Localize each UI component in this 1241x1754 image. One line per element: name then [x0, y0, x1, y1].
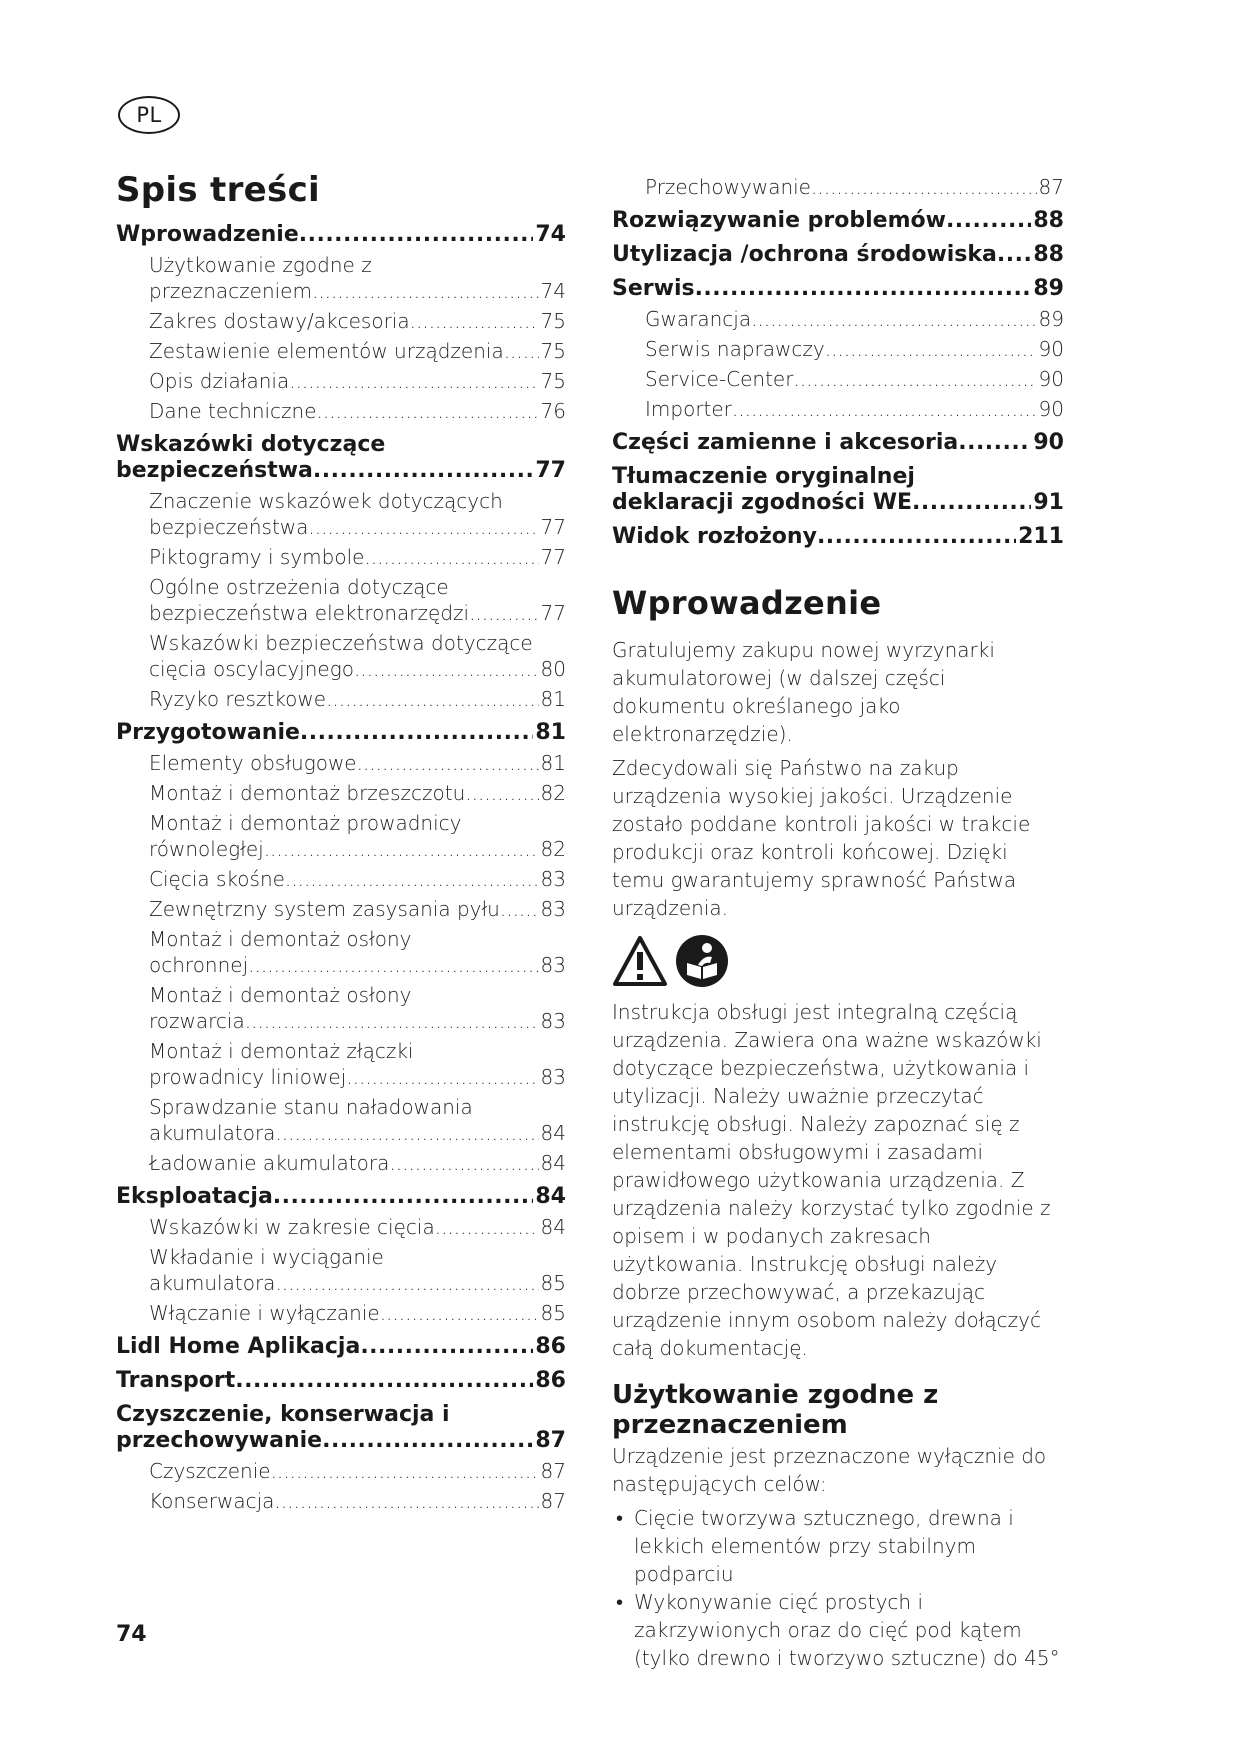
- toc-entry-text: Zakres dostawy/akcesoria: [149, 309, 410, 333]
- toc-chapter-entry: [116, 432, 566, 484]
- toc-dot-leader: [357, 750, 539, 776]
- toc-dot-leader: [312, 278, 539, 304]
- toc-line: [149, 1488, 566, 1514]
- toc-line: [612, 242, 1064, 268]
- toc-entry-text: Wprowadzenie: [116, 222, 299, 247]
- toc-line: [612, 430, 1064, 456]
- toc-entry-text: przechowywanie: [116, 1428, 323, 1453]
- toc-entry-text: ochronnej: [149, 953, 249, 977]
- language-badge: [118, 96, 180, 134]
- toc-entry-text: Serwis: [612, 276, 695, 301]
- toc-entry-text: Wskazówki w zakresie cięcia: [149, 1215, 435, 1239]
- toc-page-number: 90: [1033, 430, 1064, 455]
- toc-page-number: 84: [540, 1215, 566, 1239]
- toc-line: [149, 1300, 566, 1326]
- intro-heading: Wprowadzenie: [612, 584, 882, 622]
- toc-section-entry: [116, 1150, 566, 1176]
- toc-line: [149, 1008, 566, 1034]
- toc-section-entry: [116, 896, 566, 922]
- toc-page-number: 81: [540, 751, 566, 775]
- toc-entry-text: Opis działania: [149, 369, 290, 393]
- read-manual-icon: [674, 933, 730, 989]
- toc-entry-text: bezpieczeństwa elektronarzędzi: [149, 601, 470, 625]
- toc-page-number: 82: [540, 781, 566, 805]
- toc-chapter-entry: [612, 276, 1064, 302]
- toc-page-number: 91: [1033, 490, 1064, 515]
- toc-entry-text: Utylizacja /ochrona środowiska: [612, 242, 997, 267]
- toc-section-entry: [116, 574, 566, 626]
- toc-line: [116, 222, 566, 248]
- toc-line: [116, 1184, 566, 1210]
- toc-line: [149, 1150, 566, 1176]
- toc-section-entry: [612, 366, 1064, 392]
- toc-dot-leader: [326, 686, 538, 712]
- toc-dot-leader: [313, 458, 533, 484]
- toc-line: [149, 1270, 566, 1296]
- toc-dot-leader: [469, 600, 538, 626]
- toc-section-entry: [612, 336, 1064, 362]
- toc-dot-leader: [248, 952, 538, 978]
- toc-dot-leader: [389, 1150, 538, 1176]
- toc-section-entry: [116, 686, 566, 712]
- toc-line: [116, 1334, 566, 1360]
- toc-entry-text: Widok rozłożony: [612, 524, 817, 549]
- toc-line: [149, 686, 566, 712]
- toc-line: [612, 490, 1064, 516]
- safety-icons: [612, 932, 1064, 990]
- toc-line: [116, 1428, 566, 1454]
- toc-section-entry: [116, 982, 566, 1034]
- toc-entry-text: Konserwacja: [149, 1489, 275, 1513]
- toc-dot-leader: [732, 396, 1037, 422]
- toc-dot-leader: [274, 1488, 538, 1514]
- toc-page-number: 85: [540, 1301, 566, 1325]
- toc-line: [149, 1214, 566, 1240]
- toc-dot-leader: [317, 398, 539, 424]
- toc-entry-text: Serwis naprawczy: [645, 337, 825, 361]
- toc-dot-leader: [322, 1428, 533, 1454]
- toc-entry-text: Wskazówki bezpieczeństwa dotyczące: [149, 631, 533, 655]
- toc-entry-text: deklaracji zgodności WE: [612, 490, 912, 515]
- toc-dot-leader: [435, 1214, 539, 1240]
- toc-line: [116, 1368, 566, 1394]
- toc-entry-text: Montaż i demontaż osłony: [149, 927, 412, 951]
- toc-dot-leader: [299, 222, 534, 248]
- toc-line: [149, 1458, 566, 1484]
- toc-section-entry: [116, 1244, 566, 1296]
- toc-section-entry: [116, 1300, 566, 1326]
- toc-entry-text: Wskazówki dotyczące: [116, 432, 386, 457]
- toc-dot-leader: [289, 368, 538, 394]
- toc-page-number: 211: [1018, 524, 1064, 549]
- toc-chapter-entry: [116, 1334, 566, 1360]
- toc-section-entry: [116, 1458, 566, 1484]
- toc-entry-text: Montaż i demontaż osłony: [149, 983, 412, 1007]
- toc-section-entry: [116, 810, 566, 862]
- toc-entry-text: Czyszczenie: [149, 1459, 271, 1483]
- toc-list-right: [612, 174, 1064, 550]
- toc-entry-text: Montaż i demontaż złączki: [149, 1039, 414, 1063]
- toc-line: [149, 1064, 566, 1090]
- toc-page-number: 88: [1033, 242, 1064, 267]
- toc-page-number: 77: [540, 601, 566, 625]
- toc-entry-text: akumulatora: [149, 1271, 276, 1295]
- toc-section-entry: [612, 174, 1064, 200]
- toc-dot-leader: [275, 1270, 538, 1296]
- toc-page-number: 87: [1038, 175, 1064, 199]
- toc-page-number: 74: [540, 279, 566, 303]
- toc-line: [149, 750, 566, 776]
- toc-dot-leader: [793, 366, 1036, 392]
- intended-use-paragraph: Urządzenie jest przeznaczone wyłącznie do następujących celów:: [612, 1444, 1047, 1496]
- toc-entry-text: Zewnętrzny system zasysania pyłu: [149, 897, 500, 921]
- toc-page-number: 85: [540, 1271, 566, 1295]
- toc-dot-leader: [958, 430, 1031, 456]
- toc-dot-leader: [997, 242, 1031, 268]
- toc-entry-text: akumulatora: [149, 1121, 276, 1145]
- intended-use-heading: Użytkowanie zgodne z przeznaczeniem: [612, 1380, 939, 1440]
- toc-entry-text: Eksploatacja: [116, 1184, 273, 1209]
- toc-page-number: 90: [1038, 337, 1064, 361]
- toc-line: [149, 1120, 566, 1146]
- toc-line: [149, 514, 566, 540]
- toc-entry-text: Cięcia skośne: [149, 867, 285, 891]
- toc-entry-text: Rozwiązywanie problemów: [612, 208, 946, 233]
- toc-line: [645, 306, 1064, 332]
- toc-section-entry: [116, 630, 566, 682]
- toc-page-number: 90: [1038, 367, 1064, 391]
- toc-line: [612, 208, 1064, 234]
- toc-page-number: 87: [540, 1459, 566, 1483]
- list-item: • Cięcie tworzywa sztucznego, drewna i lekkich elementów przy stabilnym podparciu: [612, 1504, 1064, 1588]
- toc-section-entry: [116, 1488, 566, 1514]
- toc-entry-text: Ładowanie akumulatora: [149, 1151, 390, 1175]
- toc-page-number: 81: [540, 687, 566, 711]
- toc-list-left: [116, 222, 566, 1514]
- toc-entry-text: Włączanie i wyłączanie: [149, 1301, 380, 1325]
- toc-dot-leader: [245, 1008, 539, 1034]
- toc-chapter-entry: [116, 1402, 566, 1454]
- toc-line: [149, 278, 566, 304]
- toc-chapter-entry: [116, 1184, 566, 1210]
- toc-entry-text: przeznaczeniem: [149, 279, 312, 303]
- toc-dot-leader: [695, 276, 1032, 302]
- toc-chapter-entry: [612, 242, 1064, 268]
- toc-chapter-entry: [612, 430, 1064, 456]
- toc-entry-text: Ryzyko resztkowe: [149, 687, 327, 711]
- toc-page-number: 76: [540, 399, 566, 423]
- toc-column-left: [116, 170, 566, 1514]
- toc-dot-leader: [264, 836, 539, 862]
- toc-line: [149, 368, 566, 394]
- toc-line: [116, 720, 566, 746]
- toc-dot-leader: [346, 1064, 538, 1090]
- toc-line: [645, 366, 1064, 392]
- warning-triangle-icon: [612, 935, 668, 987]
- toc-page-number: 80: [540, 657, 566, 681]
- toc-page-number: 75: [540, 339, 566, 363]
- toc-chapter-entry: [116, 720, 566, 746]
- intro-paragraph-1: Gratulujemy zakupu nowej wyrzynarki akumulatorowej (w dalszej części dokumentu określanego jako elektronarzędzie).: [612, 638, 995, 746]
- toc-entry-text: Sprawdzanie stanu naładowania: [149, 1095, 473, 1119]
- toc-entry-text: Użytkowanie zgodne z: [149, 253, 372, 277]
- toc-line: [645, 396, 1064, 422]
- toc-page-number: 77: [540, 515, 566, 539]
- toc-section-entry: [116, 780, 566, 806]
- toc-dot-leader: [300, 720, 533, 746]
- toc-page-number: 84: [540, 1151, 566, 1175]
- toc-dot-leader: [380, 1300, 539, 1326]
- toc-line: [149, 836, 566, 862]
- toc-line: [149, 866, 566, 892]
- toc-dot-leader: [465, 780, 538, 806]
- list-item: • Wykonywanie cięć prostych i zakrzywionych oraz do cięć pod kątem (tylko drewno i tworzywo sztuczne) do 45°: [612, 1588, 1064, 1672]
- toc-section-entry: [116, 338, 566, 364]
- toc-entry-text: Transport: [116, 1368, 236, 1393]
- toc-page-number: 82: [540, 837, 566, 861]
- toc-page-number: 83: [540, 897, 566, 921]
- toc-dot-leader: [811, 174, 1037, 200]
- toc-entry-text: Przygotowanie: [116, 720, 300, 745]
- toc-dot-leader: [273, 1184, 534, 1210]
- toc-entry-text: bezpieczeństwa: [149, 515, 309, 539]
- toc-entry-text: Service-Center: [645, 367, 794, 391]
- toc-page-number: 74: [535, 222, 566, 247]
- toc-entry-text: Dane techniczne: [149, 399, 317, 423]
- toc-section-entry: [116, 308, 566, 334]
- toc-dot-leader: [946, 208, 1031, 234]
- toc-section-entry: [116, 1214, 566, 1240]
- toc-page-number: 83: [540, 953, 566, 977]
- toc-entry-text: Importer: [645, 397, 732, 421]
- toc-page-number: 77: [540, 545, 566, 569]
- toc-page-number: 83: [540, 1009, 566, 1033]
- toc-page-number: 87: [535, 1428, 566, 1453]
- toc-dot-leader: [912, 490, 1031, 516]
- toc-line: [149, 780, 566, 806]
- toc-section-entry: [116, 926, 566, 978]
- toc-chapter-entry: [612, 208, 1064, 234]
- toc-entry-text: równoległej: [149, 837, 264, 861]
- toc-dot-leader: [285, 866, 539, 892]
- toc-line: [645, 174, 1064, 200]
- toc-page-number: 89: [1033, 276, 1064, 301]
- toc-dot-leader: [410, 308, 539, 334]
- toc-page-number: 90: [1038, 397, 1064, 421]
- intro-paragraph-3: Instrukcja obsługi jest integralną częścią urządzenia. Zawiera ona ważne wskazówki dotyczące bezpieczeństwa, użytkowania i utylizacji. Należy uważnie przeczytać instrukcję obsługi. Należy zapoznać się z elementami obsługowymi i zasadami prawidłowego użytkowania urządzenia. Z urządzenia należy korzystać tylko zgodnie z opisem i w podanych zakresach użytkowania. Instrukcję obsługi należy dobrze przechowywać, a przekazując urządzenie innym osobom należy dołączyć całą dokumentację.: [612, 1000, 1051, 1360]
- toc-section-entry: [612, 396, 1064, 422]
- toc-section-entry: [116, 368, 566, 394]
- toc-entry-text: Piktogramy i symbole: [149, 545, 365, 569]
- toc-section-entry: [116, 1094, 566, 1146]
- toc-section-entry: [116, 398, 566, 424]
- toc-section-entry: [116, 866, 566, 892]
- toc-page-number: 83: [540, 1065, 566, 1089]
- toc-section-entry: [116, 750, 566, 776]
- toc-chapter-entry: [116, 1368, 566, 1394]
- toc-title: Spis treści: [116, 170, 320, 210]
- intro-paragraph-2: Zdecydowali się Państwo na zakup urządzenia wysokiej jakości. Urządzenie zostało poddane kontroli jakości w trakcie produkcji oraz kontroli końcowej. Dzięki temu gwarantujemy sprawność Państwa urządzenia.: [612, 756, 1031, 920]
- toc-line: [149, 308, 566, 334]
- toc-chapter-entry: [116, 222, 566, 248]
- toc-page-number: 84: [535, 1184, 566, 1209]
- toc-section-entry: [116, 1038, 566, 1090]
- toc-entry-text: Tłumaczenie oryginalnej: [612, 464, 915, 489]
- toc-page-number: 87: [540, 1489, 566, 1513]
- toc-dot-leader: [360, 1334, 533, 1360]
- toc-line: [612, 524, 1064, 550]
- language-code: PL: [136, 103, 162, 127]
- toc-dot-leader: [817, 524, 1016, 550]
- toc-entry-text: Montaż i demontaż prowadnicy: [149, 811, 462, 835]
- toc-dot-leader: [235, 1368, 533, 1394]
- toc-line: [116, 458, 566, 484]
- toc-page-number: 77: [535, 458, 566, 483]
- toc-entry-text: Lidl Home Aplikacja: [116, 1334, 361, 1359]
- intended-use-list: [612, 1504, 1064, 1672]
- toc-entry-text: Przechowywanie: [645, 175, 811, 199]
- toc-line: [149, 952, 566, 978]
- toc-line: [149, 600, 566, 626]
- toc-line: [645, 336, 1064, 362]
- toc-page-number: 75: [540, 369, 566, 393]
- toc-entry-text: Wkładanie i wyciąganie: [149, 1245, 384, 1269]
- toc-page-number: 86: [535, 1334, 566, 1359]
- toc-line: [149, 656, 566, 682]
- toc-line: [149, 544, 566, 570]
- toc-dot-leader: [504, 338, 539, 364]
- toc-entry-text: Montaż i demontaż brzeszczotu: [149, 781, 466, 805]
- toc-page-number: 83: [540, 867, 566, 891]
- toc-entry-text: Zestawienie elementów urządzenia: [149, 339, 504, 363]
- toc-dot-leader: [751, 306, 1036, 332]
- toc-dot-leader: [275, 1120, 538, 1146]
- toc-page-number: 75: [540, 309, 566, 333]
- toc-section-entry: [612, 306, 1064, 332]
- toc-page-number: 84: [540, 1121, 566, 1145]
- toc-entry-text: Części zamienne i akcesoria: [612, 430, 959, 455]
- toc-dot-leader: [271, 1458, 539, 1484]
- toc-dot-leader: [825, 336, 1037, 362]
- page-number: 74: [116, 1622, 147, 1647]
- toc-page-number: 89: [1038, 307, 1064, 331]
- toc-entry-text: prowadnicy liniowej: [149, 1065, 347, 1089]
- toc-entry-text: Ogólne ostrzeżenia dotyczące: [149, 575, 449, 599]
- toc-dot-leader: [500, 896, 539, 922]
- toc-chapter-entry: [612, 524, 1064, 550]
- toc-line: [149, 896, 566, 922]
- toc-entry-text: Znaczenie wskazówek dotyczących: [149, 489, 503, 513]
- toc-entry-text: Elementy obsługowe: [149, 751, 357, 775]
- toc-page-number: 81: [535, 720, 566, 745]
- toc-entry-text: Gwarancja: [645, 307, 752, 331]
- toc-page-number: 86: [535, 1368, 566, 1393]
- toc-line: [612, 276, 1064, 302]
- toc-entry-text: Czyszczenie, konserwacja i: [116, 1402, 450, 1427]
- toc-page-number: 88: [1033, 208, 1064, 233]
- toc-chapter-entry: [612, 464, 1064, 516]
- toc-dot-leader: [354, 656, 539, 682]
- toc-section-entry: [116, 544, 566, 570]
- toc-section-entry: [116, 488, 566, 540]
- toc-entry-text: rozwarcia: [149, 1009, 245, 1033]
- toc-entry-text: bezpieczeństwa: [116, 458, 313, 483]
- toc-entry-text: cięcia oscylacyjnego: [149, 657, 354, 681]
- toc-line: [149, 398, 566, 424]
- toc-section-entry: [116, 252, 566, 304]
- toc-dot-leader: [364, 544, 538, 570]
- content-column-right: [612, 170, 1064, 1672]
- toc-dot-leader: [308, 514, 538, 540]
- toc-line: [149, 338, 566, 364]
